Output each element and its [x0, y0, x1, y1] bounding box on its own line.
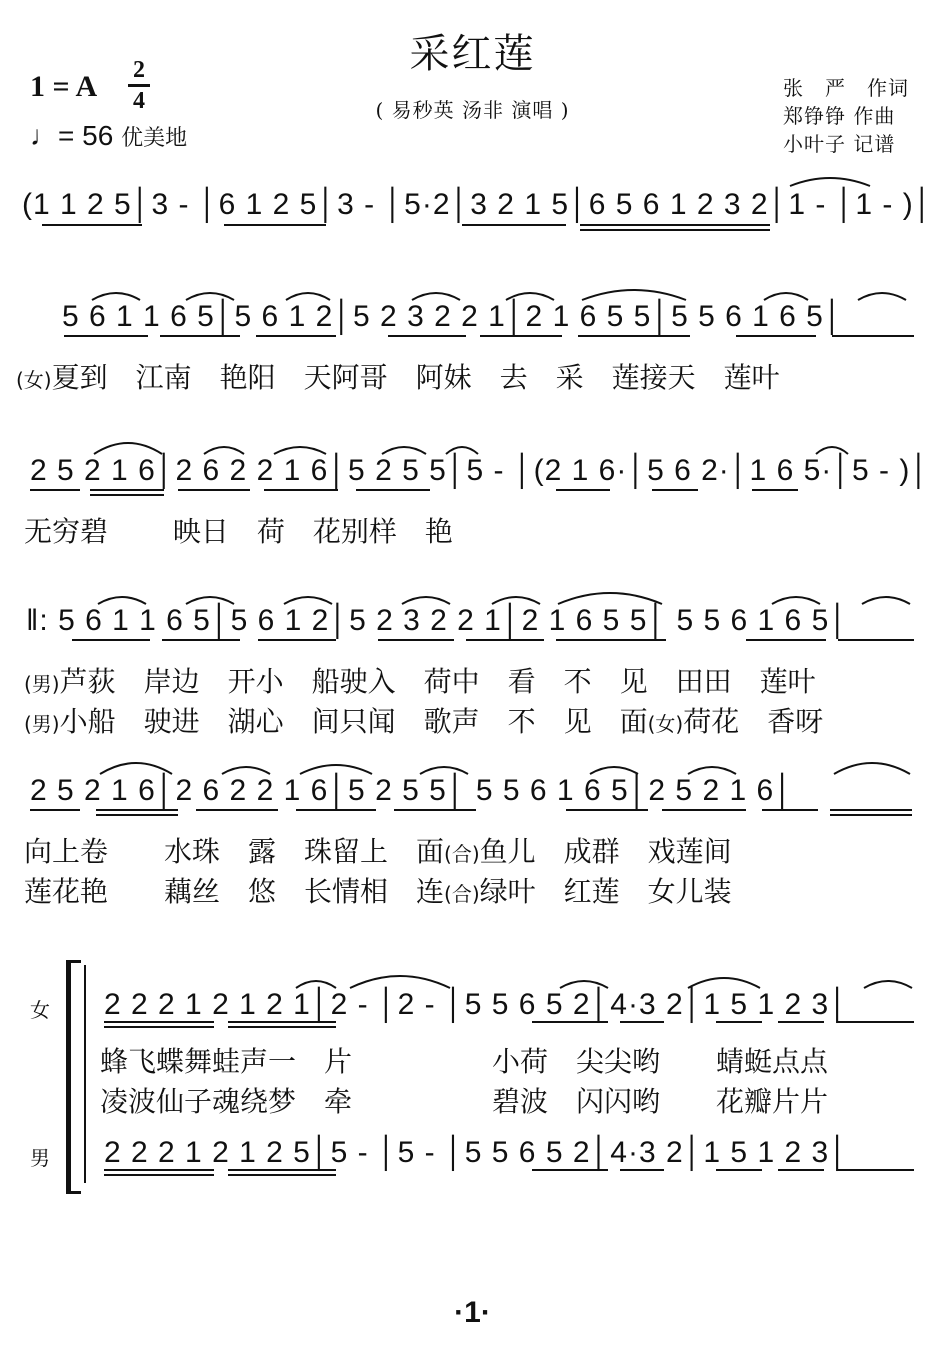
meter-bottom: 4: [133, 88, 145, 114]
female-notes: 2 2 2 1 2 1 2 1│2 - │2 - │5 5 6 5 2│4·3 2│1 5 1 2 3│: [104, 988, 849, 1021]
lyric-text: 夏到 江南 艳阳 天阿哥 阿妹 去 采 莲接天 莲叶: [51, 361, 780, 394]
transcriber-credit: 小叶子 记谱: [783, 132, 896, 156]
male-voice-label: 男: [30, 1146, 50, 1170]
page-number: ·1·: [454, 1296, 491, 1329]
composer-credit: 郑铮铮 作曲: [783, 104, 896, 128]
key-signature: 1 = A: [30, 70, 98, 103]
part-label: (合): [444, 842, 480, 866]
row3-notes: 2 5 2 1 6│2 6 2 2 1 6│5 2 5 5│5 - │(2 1 6·│5 6 2·│1 6 5·│5 - )│: [30, 454, 931, 487]
meter-top: 2: [133, 57, 145, 83]
lyric-text: 莲花艳 藕丝 悠 长情相 连: [24, 875, 445, 908]
female-voice-label: 女: [30, 998, 50, 1022]
part-label: (男): [24, 712, 60, 736]
lyric-text: 鱼儿 成群 戏莲间: [479, 835, 732, 868]
row3-lyric-text: 无穷碧 映日 荷 花别样 艳: [24, 515, 453, 548]
male-notes: 2 2 2 1 2 1 2 5│5 - │5 - │5 5 6 5 2│4·3 2│1 5 1 2 3│: [104, 1136, 849, 1169]
lyric-text: 小船 驶进 湖心 间只闻 歌声 不 见 面: [59, 705, 648, 738]
quarter-note-icon: ♩: [30, 120, 58, 151]
part-label: (合): [444, 882, 480, 906]
song-title: 采红莲: [409, 31, 536, 77]
lyric-text: 芦荻 岸边 开小 船驶入 荷中 看 不 见 田田 莲叶: [59, 665, 816, 698]
singers-credit: ( 易秒英 汤非 演唱 ): [375, 98, 570, 122]
lyric-text: 荷花 香呀: [683, 705, 824, 738]
lyricist-credit: 张 严 作词: [783, 76, 909, 100]
choral-lyric-line-2: 凌波仙子魂绕梦 牵 碧波 闪闪哟 花瓣片片: [100, 1085, 829, 1118]
part-label: (男): [24, 672, 60, 696]
expression-mark: 优美地: [121, 126, 188, 151]
row5-notes: 2 5 2 1 6│2 6 2 2 1 6│5 2 5 5│ 5 5 6 1 6 5│2 5 2 1 6│: [30, 774, 794, 807]
part-label: (女): [16, 368, 52, 392]
row4-notes: ‖: 5 6 1 1 6 5│5 6 1 2│5 2 3 2 2 1│2 1 6 5 5│ 5 5 6 1 6 5│: [26, 604, 849, 637]
intro-notes: (1 1 2 5│3 - │6 1 2 5│3 - │5·2│3 2 1 5│6 5 6 1 2 3 2│1 - │1 - )│: [22, 188, 934, 221]
row2-notes: 5 6 1 1 6 5│5 6 1 2│5 2 3 2 2 1│2 1 6 5 5│5 5 6 1 6 5│: [62, 300, 844, 333]
choral-lyric-line-1: 蜂飞蝶舞蛙声一 片 小荷 尖尖哟 蜻蜓点点: [100, 1045, 829, 1078]
lyric-text: 绿叶 红莲 女儿装: [479, 875, 732, 908]
tempo-value: = 56: [58, 120, 114, 151]
lyric-text: 向上卷 水珠 露 珠留上 面: [24, 835, 445, 868]
part-label: (女): [647, 712, 684, 736]
